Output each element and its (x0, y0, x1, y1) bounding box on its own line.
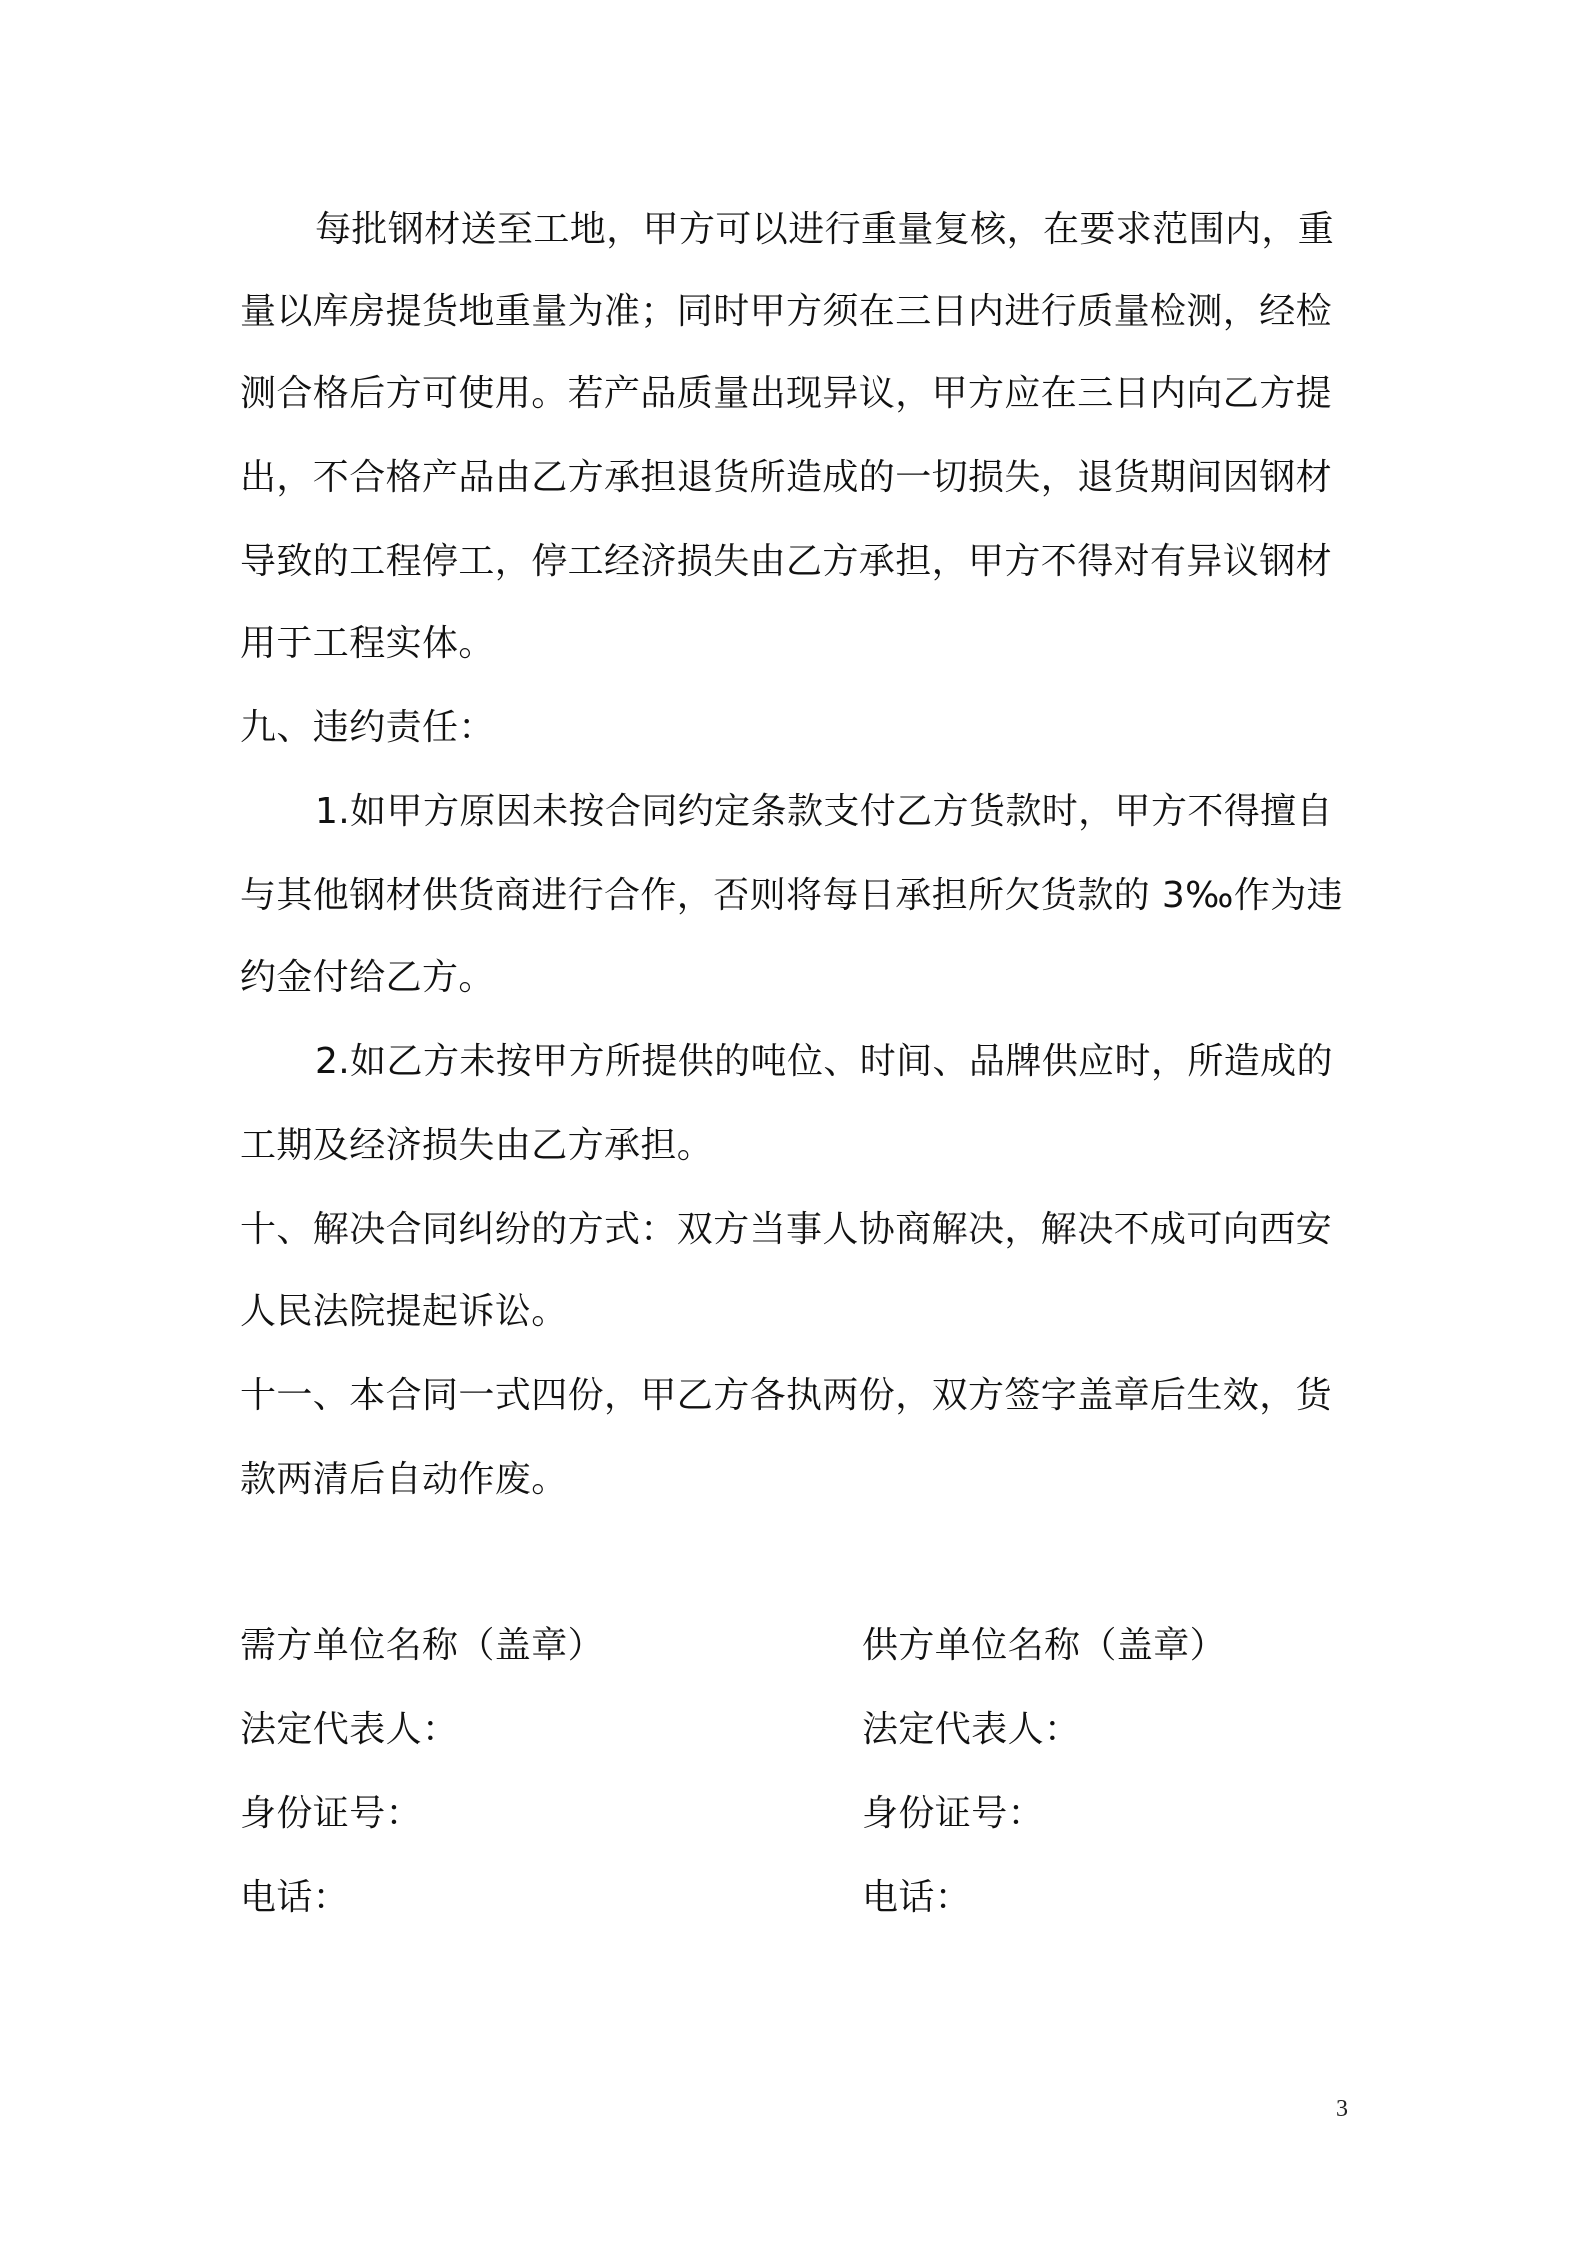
seller-id-label: 身份证号： (862, 1793, 1045, 1834)
seller-phone-label: 电话： (862, 1877, 972, 1918)
paragraph-line: 十、解决合同纠纷的方式：双方当事人协商解决，解决不成可向西安 (240, 1209, 1333, 1250)
paragraph-line: 每批钢材送至工地，甲方可以进行重量复核，在要求范围内，重 (315, 209, 1335, 250)
paragraph-line: 与其他钢材供货商进行合作，否则将每日承担所欠货款的 3‰作为违 (240, 875, 1344, 916)
paragraph-line: 工期及经济损失由乙方承担。 (240, 1125, 714, 1166)
buyer-phone-label: 电话： (240, 1877, 350, 1918)
paragraph-line: 2.如乙方未按甲方所提供的吨位、时间、品牌供应时，所造成的 (315, 1041, 1333, 1082)
paragraph-line: 十一、本合同一式四份，甲乙方各执两份，双方签字盖章后生效，货 (240, 1375, 1333, 1416)
paragraph-line: 测合格后方可使用。若产品质量出现异议，甲方应在三日内向乙方提 (240, 373, 1333, 414)
buyer-unit-label: 需方单位名称（盖章） (240, 1625, 605, 1666)
buyer-rep-label: 法定代表人： (240, 1709, 459, 1750)
paragraph-line: 用于工程实体。 (240, 623, 495, 664)
seller-rep-label: 法定代表人： (862, 1709, 1081, 1750)
paragraph-line: 1.如甲方原因未按合同约定条款支付乙方货款时，甲方不得擅自 (315, 791, 1333, 832)
paragraph-line: 人民法院提起诉讼。 (240, 1291, 568, 1332)
paragraph-line: 约金付给乙方。 (240, 957, 495, 998)
paragraph-line: 出，不合格产品由乙方承担退货所造成的一切损失，退货期间因钢材 (240, 457, 1333, 498)
paragraph-line: 款两清后自动作废。 (240, 1459, 568, 1500)
paragraph-line: 导致的工程停工，停工经济损失由乙方承担，甲方不得对有异议钢材 (240, 541, 1333, 582)
page-number: 3 (1336, 2096, 1348, 2122)
seller-unit-label: 供方单位名称（盖章） (862, 1625, 1227, 1666)
section-heading: 九、违约责任： (240, 707, 495, 748)
paragraph-line: 量以库房提货地重量为准；同时甲方须在三日内进行质量检测，经检 (240, 291, 1333, 332)
buyer-id-label: 身份证号： (240, 1793, 423, 1834)
